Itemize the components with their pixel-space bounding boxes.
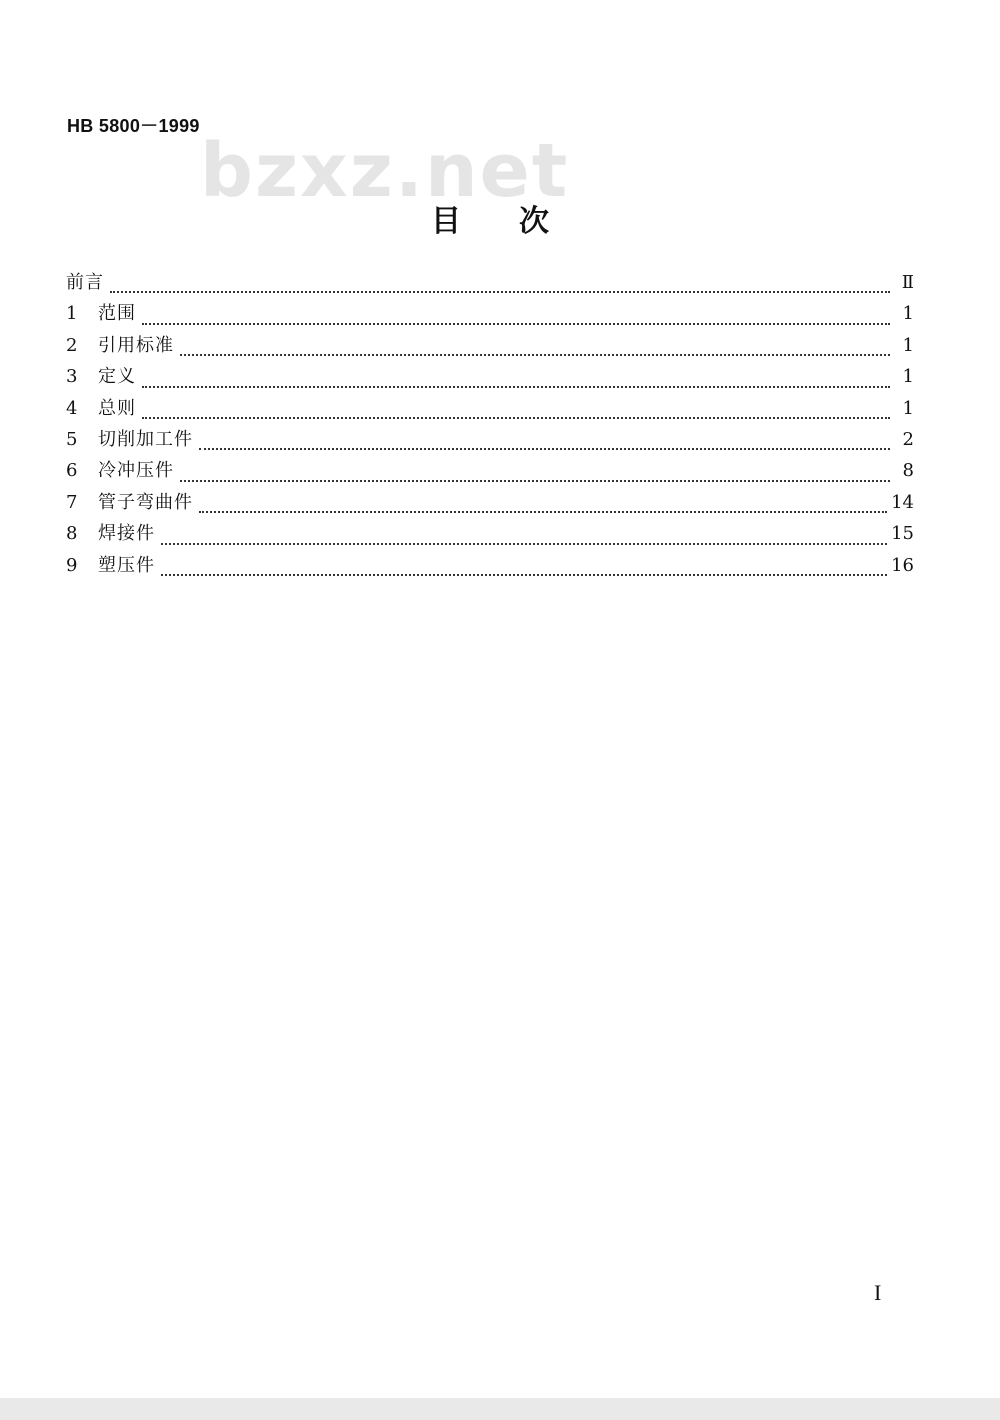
toc-title	[0, 196, 980, 240]
toc-entry-page: 1	[902, 303, 914, 325]
toc-entry-label: 冷冲压件	[98, 460, 174, 482]
toc-entry-2[interactable]	[66, 331, 914, 362]
toc-entry-page: 1	[902, 397, 914, 419]
toc-leader-dots	[110, 290, 890, 293]
toc-entry-5[interactable]	[66, 425, 914, 456]
page-number: I	[874, 1280, 882, 1305]
toc-entry-6[interactable]	[66, 456, 914, 487]
toc-entry-4[interactable]	[66, 394, 914, 425]
toc-entry-label: 前言	[66, 272, 104, 293]
toc-leader-dots	[161, 573, 887, 576]
toc-entry-page: 14	[891, 491, 914, 513]
table-of-contents	[66, 268, 914, 582]
toc-entry-number: 9	[66, 554, 78, 576]
toc-entry-number: 5	[66, 428, 78, 450]
toc-entry-foreword[interactable]	[66, 268, 914, 299]
toc-entry-page: 8	[902, 460, 914, 482]
toc-entry-label: 塑压件	[98, 554, 155, 576]
toc-leader-dots	[161, 542, 887, 545]
toc-entry-label: 切削加工件	[98, 428, 193, 450]
toc-entry-page: 2	[902, 428, 914, 450]
watermark: bzxz.net	[200, 128, 570, 214]
toc-entry-label: 焊接件	[98, 523, 155, 545]
toc-entry-9[interactable]	[66, 551, 914, 582]
toc-entry-page: 15	[891, 523, 914, 545]
toc-entry-label: 引用标准	[98, 334, 174, 356]
toc-entry-1[interactable]	[66, 299, 914, 330]
toc-title-char-1: 目	[431, 204, 461, 239]
toc-leader-dots	[142, 322, 890, 325]
toc-entry-3[interactable]	[66, 362, 914, 393]
toc-entry-number: 3	[66, 366, 78, 388]
toc-entry-number: 7	[66, 491, 78, 513]
toc-entry-number: 4	[66, 397, 78, 419]
toc-entry-label: 定义	[98, 366, 136, 388]
toc-entry-number: 8	[66, 523, 78, 545]
toc-entry-page: 1	[902, 366, 914, 388]
toc-leader-dots	[199, 447, 890, 450]
toc-entry-number: 1	[66, 303, 78, 325]
toc-entry-label: 管子弯曲件	[98, 491, 193, 513]
toc-title-char-2: 次	[519, 204, 549, 239]
toc-entry-page: 16	[891, 554, 914, 576]
toc-entry-number: 6	[66, 460, 78, 482]
bottom-divider	[0, 1398, 1000, 1420]
toc-entry-label: 范围	[98, 303, 136, 325]
toc-leader-dots	[142, 385, 890, 388]
toc-entry-number: 2	[66, 334, 78, 356]
toc-leader-dots	[180, 353, 890, 356]
toc-entry-page: Ⅱ	[901, 272, 914, 293]
toc-entry-page: 1	[902, 334, 914, 356]
toc-leader-dots	[199, 510, 887, 513]
toc-entry-label: 总则	[98, 397, 136, 419]
toc-leader-dots	[142, 416, 890, 419]
document-code: HB 5800－1999	[67, 116, 200, 136]
toc-entry-7[interactable]	[66, 488, 914, 519]
toc-entry-8[interactable]	[66, 519, 914, 550]
toc-leader-dots	[180, 479, 890, 482]
